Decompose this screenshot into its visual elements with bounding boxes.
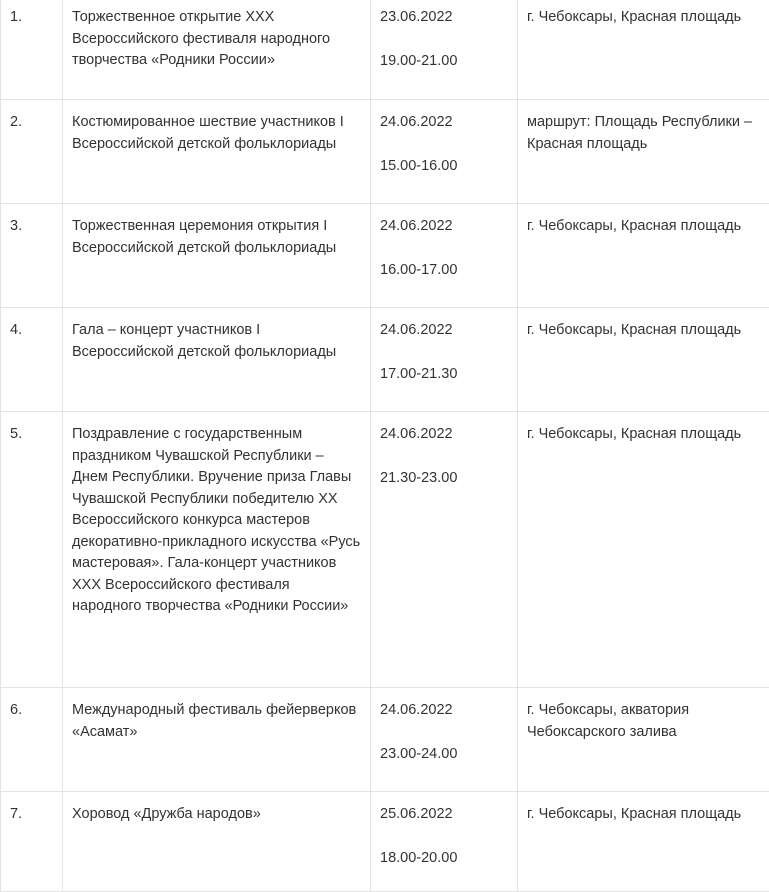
- event-title: Международный фестиваль фейерверков «Асамат»: [63, 688, 371, 792]
- row-number: 2.: [1, 100, 63, 204]
- row-number: 3.: [1, 204, 63, 308]
- table-row: [1, 0, 769, 100]
- date-cell: [371, 412, 518, 688]
- event-time: 21.30-23.00: [380, 468, 509, 490]
- event-date: 24.06.2022: [380, 700, 509, 722]
- event-title: Поздравление с государственным праздником Чувашской Республики – Днем Республики. Вручение приза Главы Чувашской Республики победителю XX Всероссийского конкурса мастеров декоративно-прикладного искусства «Русь мастеровая». Гала-концерт участников XXX Всероссийского фестиваля народного творчества «Родники России»: [63, 412, 371, 688]
- event-time: 23.00-24.00: [380, 744, 509, 766]
- table-row: [1, 792, 769, 892]
- event-place: г. Чебоксары, Красная площадь: [518, 412, 769, 688]
- event-date: 23.06.2022: [380, 7, 509, 29]
- date-cell: [371, 792, 518, 892]
- date-cell: [371, 688, 518, 792]
- event-date: 24.06.2022: [380, 424, 509, 446]
- event-date: 24.06.2022: [380, 112, 509, 134]
- row-number: 4.: [1, 308, 63, 412]
- event-time: 18.00-20.00: [380, 848, 509, 870]
- event-title: Костюмированное шествие участников I Всероссийской детской фольклориады: [63, 100, 371, 204]
- event-date: 24.06.2022: [380, 320, 509, 342]
- date-cell: [371, 308, 518, 412]
- date-cell: [371, 204, 518, 308]
- event-title: Торжественная церемония открытия I Всероссийской детской фольклориады: [63, 204, 371, 308]
- event-place: г. Чебоксары, Красная площадь: [518, 204, 769, 308]
- event-time: 15.00-16.00: [380, 156, 509, 178]
- event-title: Гала – концерт участников I Всероссийской детской фольклориады: [63, 308, 371, 412]
- event-title: Хоровод «Дружба народов»: [63, 792, 371, 892]
- table-row: [1, 412, 769, 688]
- row-number: 5.: [1, 412, 63, 688]
- event-time: 17.00-21.30: [380, 364, 509, 386]
- event-place: г. Чебоксары, Красная площадь: [518, 0, 769, 100]
- table-row: [1, 308, 769, 412]
- event-title: Торжественное открытие XXX Всероссийского фестиваля народного творчества «Родники России»: [63, 0, 371, 100]
- event-time: 16.00-17.00: [380, 260, 509, 282]
- event-place: г. Чебоксары, Красная площадь: [518, 792, 769, 892]
- event-place: г. Чебоксары, акватория Чебоксарского залива: [518, 688, 769, 792]
- table-row: [1, 204, 769, 308]
- date-cell: [371, 100, 518, 204]
- row-number: 6.: [1, 688, 63, 792]
- event-date: 24.06.2022: [380, 216, 509, 238]
- event-place: г. Чебоксары, Красная площадь: [518, 308, 769, 412]
- event-date: 25.06.2022: [380, 804, 509, 826]
- event-time: 19.00-21.00: [380, 51, 509, 73]
- row-number: 1.: [1, 0, 63, 100]
- event-place: маршрут: Площадь Республики – Красная площадь: [518, 100, 769, 204]
- date-cell: [371, 0, 518, 100]
- table-row: [1, 688, 769, 792]
- row-number: 7.: [1, 792, 63, 892]
- table-row: [1, 100, 769, 204]
